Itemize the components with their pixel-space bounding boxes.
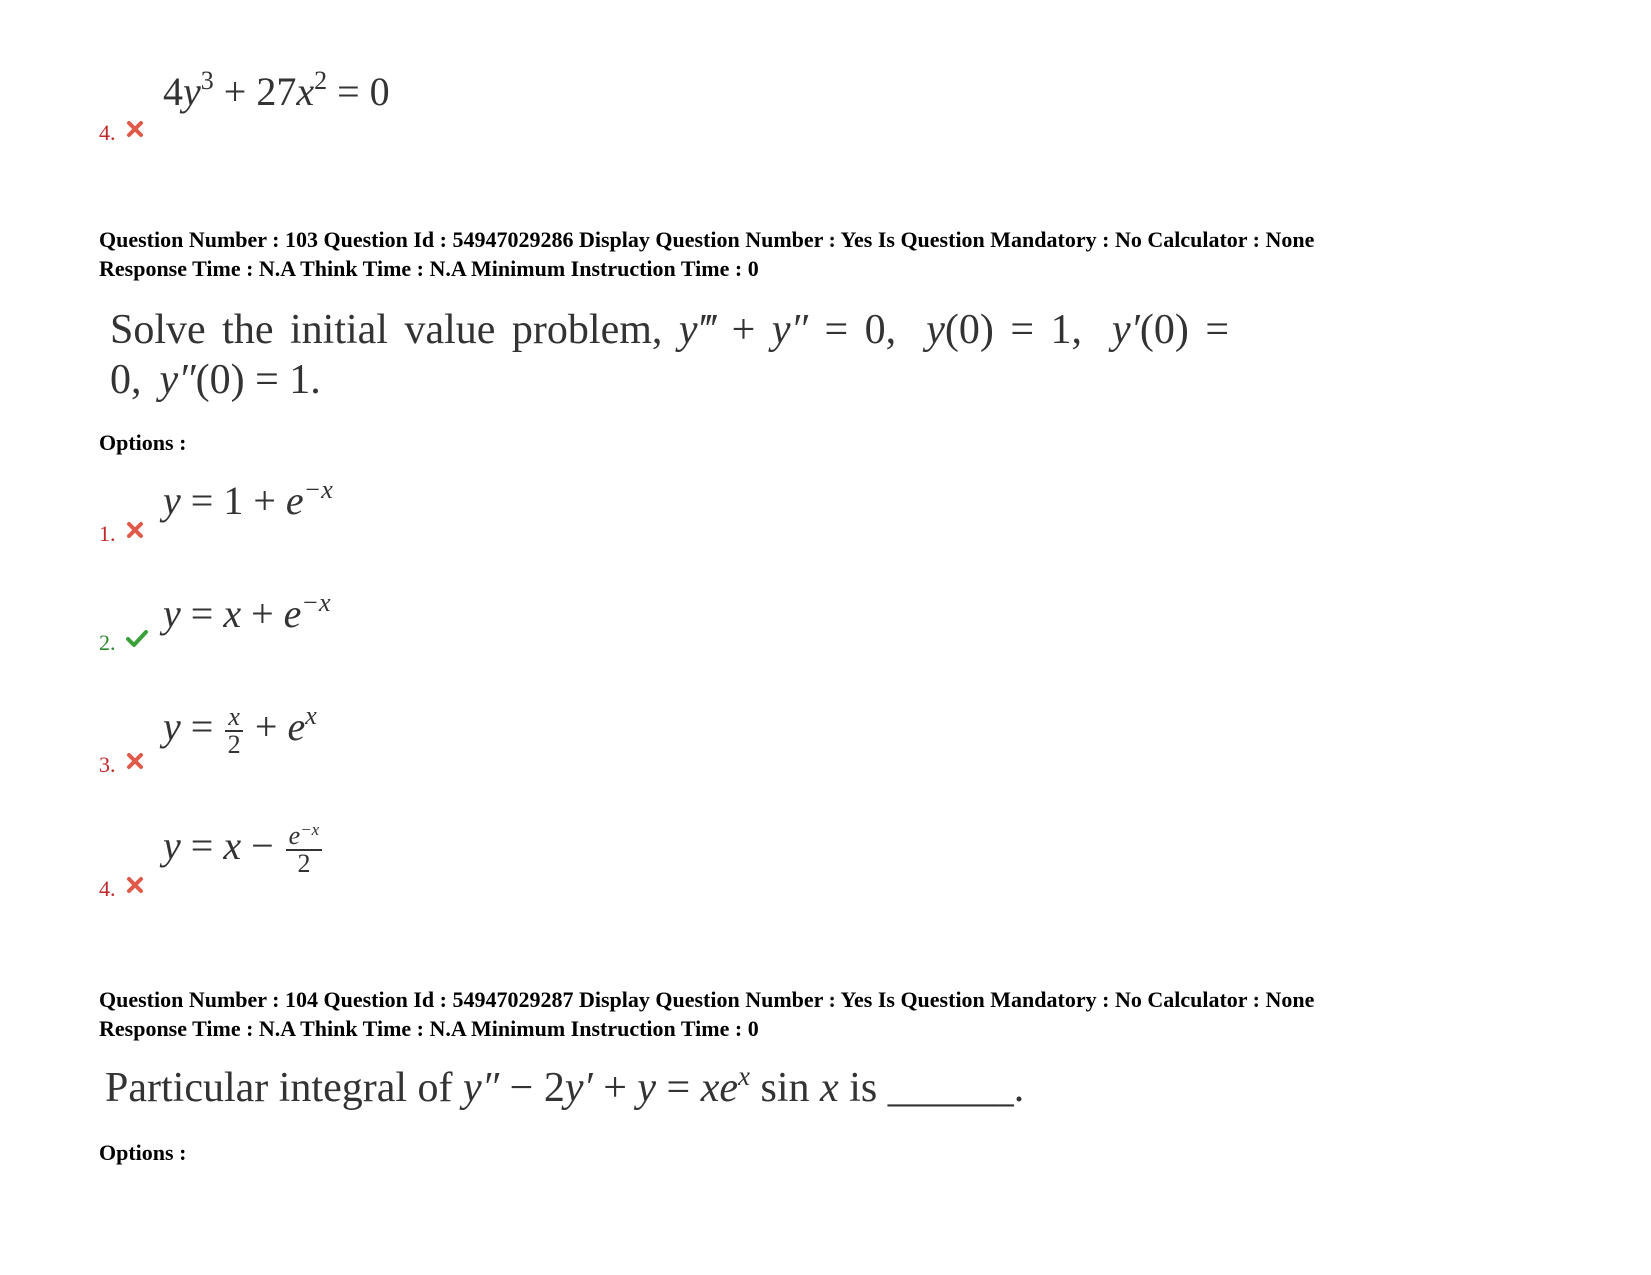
- option-1-number: 1.: [99, 521, 116, 546]
- option-2-number: 2.: [99, 630, 116, 655]
- option-4-number: 4.: [99, 876, 116, 901]
- wrong-mark-icon: [125, 875, 145, 895]
- question-103-meta-line1: Question Number : 103 Question Id : 54947029286 Display Question Number : Yes Is Question Mandatory : No Calculator : None: [99, 227, 1315, 252]
- option-3-expression: y = $\frac{x}{2}$ + $e^x$: [163, 701, 317, 759]
- wrong-mark-icon: [125, 520, 145, 540]
- prev-option-4-expression: $4y^3 + 27x^2 = 0$: [163, 66, 390, 114]
- question-104-meta-line1: Question Number : 104 Question Id : 54947029287 Display Question Number : Yes Is Question Mandatory : No Calculator : None: [99, 987, 1315, 1012]
- wrong-mark-icon: [125, 751, 145, 771]
- question-104-meta: [99, 985, 1314, 1043]
- question-104-meta-line2: Response Time : N.A Think Time : N.A Minimum Instruction Time : 0: [99, 1016, 759, 1041]
- prev-option-4-number: 4.: [99, 120, 116, 145]
- question-103-meta-line2: Response Time : N.A Think Time : N.A Minimum Instruction Time : 0: [99, 256, 759, 281]
- question-103-text-line1: Solve the initial value problem, y‴ + y″ = 0, y(0) = 1, y′(0) =: [110, 307, 1230, 353]
- option-2-expression: $y = x + e^{-x}$: [163, 588, 331, 636]
- option-3-number: 3.: [99, 752, 116, 777]
- wrong-mark-icon: [125, 119, 145, 139]
- question-104-options-label: Options :: [99, 1140, 187, 1165]
- question-103-options-label: Options :: [99, 430, 187, 455]
- question-103-text-line2: 0, y″(0) = 1.: [110, 357, 321, 403]
- correct-check-icon: [125, 628, 149, 648]
- option-4-expression: y = x − $\frac{e^{-x}}{2}$: [163, 822, 324, 877]
- question-103-meta: [99, 225, 1314, 283]
- question-104-text: Particular integral of $y'' - 2y' + y = xe^x$ sin x is ______.: [105, 1061, 1025, 1111]
- option-1-expression: $y = 1 + e^{-x}$: [163, 475, 333, 523]
